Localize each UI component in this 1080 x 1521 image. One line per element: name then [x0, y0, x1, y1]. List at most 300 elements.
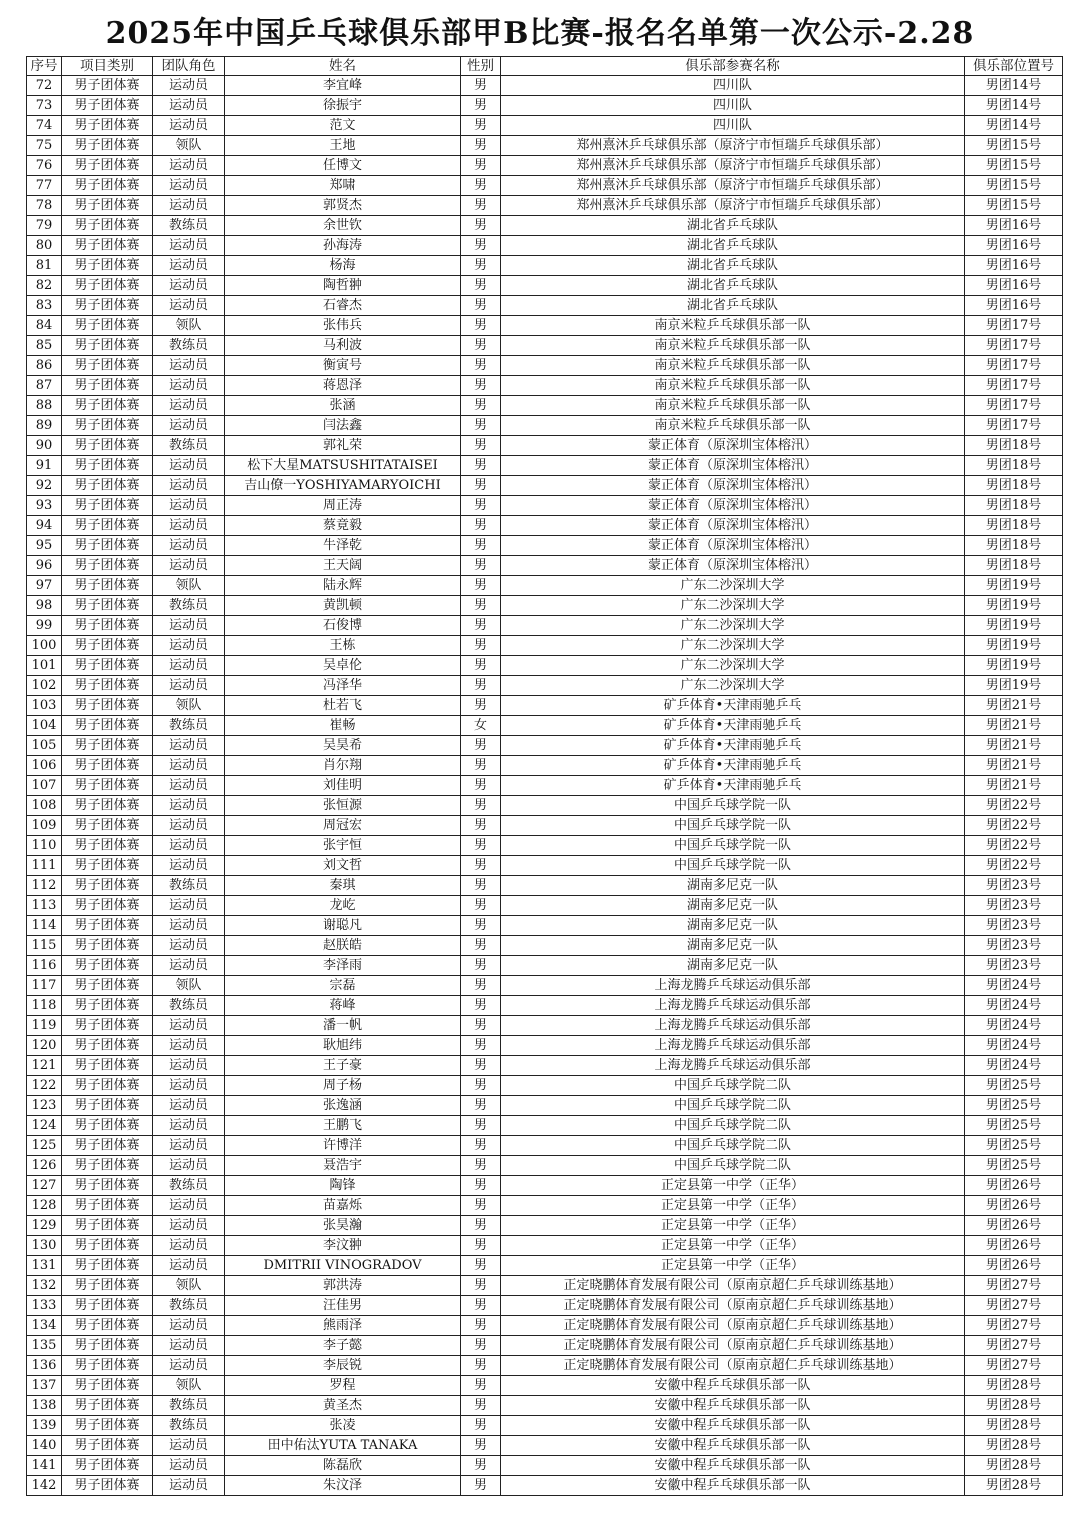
cell-event: 男子团体赛	[62, 836, 153, 856]
cell-role: 运动员	[153, 1356, 225, 1376]
cell-event: 男子团体赛	[62, 1376, 153, 1396]
cell-gender: 男	[461, 1056, 501, 1076]
cell-event: 男子团体赛	[62, 336, 153, 356]
cell-gender: 男	[461, 1196, 501, 1216]
cell-name: 牛泽乾	[225, 536, 461, 556]
cell-name: 郑啸	[225, 176, 461, 196]
cell-role: 运动员	[153, 416, 225, 436]
cell-gender: 男	[461, 976, 501, 996]
table-row	[27, 456, 1063, 476]
cell-event: 男子团体赛	[62, 416, 153, 436]
cell-index: 96	[27, 556, 62, 576]
cell-index: 124	[27, 1116, 62, 1136]
cell-index: 98	[27, 596, 62, 616]
cell-name: 耿旭纬	[225, 1036, 461, 1056]
table-row	[27, 1296, 1063, 1316]
cell-position: 男团23号	[965, 876, 1063, 896]
cell-name: 徐振宇	[225, 96, 461, 116]
cell-role: 运动员	[153, 156, 225, 176]
table-row	[27, 1476, 1063, 1496]
table-row	[27, 476, 1063, 496]
cell-role: 运动员	[153, 1196, 225, 1216]
cell-gender: 女	[461, 716, 501, 736]
cell-club: 湖南多尼克一队	[501, 876, 965, 896]
table-row	[27, 676, 1063, 696]
cell-position: 男团26号	[965, 1176, 1063, 1196]
cell-name: 李汶翀	[225, 1236, 461, 1256]
cell-index: 126	[27, 1156, 62, 1176]
cell-index: 116	[27, 956, 62, 976]
cell-name: 郭礼荣	[225, 436, 461, 456]
table-row	[27, 596, 1063, 616]
cell-role: 运动员	[153, 1216, 225, 1236]
cell-club: 中国乒乓球学院二队	[501, 1116, 965, 1136]
cell-role: 教练员	[153, 336, 225, 356]
cell-event: 男子团体赛	[62, 316, 153, 336]
cell-event: 男子团体赛	[62, 436, 153, 456]
table-row	[27, 896, 1063, 916]
cell-role: 运动员	[153, 236, 225, 256]
cell-index: 84	[27, 316, 62, 336]
cell-index: 141	[27, 1456, 62, 1476]
cell-name: 王天阔	[225, 556, 461, 576]
cell-role: 运动员	[153, 1116, 225, 1136]
cell-name: 蒋恩泽	[225, 376, 461, 396]
cell-club: 中国乒乓球学院一队	[501, 836, 965, 856]
table-row	[27, 656, 1063, 676]
cell-name: 刘文哲	[225, 856, 461, 876]
cell-position: 男团27号	[965, 1356, 1063, 1376]
cell-gender: 男	[461, 1236, 501, 1256]
cell-role: 运动员	[153, 296, 225, 316]
table-row	[27, 196, 1063, 216]
cell-position: 男团24号	[965, 976, 1063, 996]
cell-event: 男子团体赛	[62, 1276, 153, 1296]
cell-gender: 男	[461, 1136, 501, 1156]
cell-position: 男团17号	[965, 336, 1063, 356]
header-position: 俱乐部位置号	[965, 57, 1063, 76]
table-row	[27, 976, 1063, 996]
cell-index: 127	[27, 1176, 62, 1196]
cell-gender: 男	[461, 1216, 501, 1236]
cell-index: 99	[27, 616, 62, 636]
cell-gender: 男	[461, 696, 501, 716]
cell-index: 78	[27, 196, 62, 216]
cell-event: 男子团体赛	[62, 1316, 153, 1336]
cell-index: 140	[27, 1436, 62, 1456]
cell-club: 湖南多尼克一队	[501, 916, 965, 936]
cell-role: 运动员	[153, 776, 225, 796]
cell-event: 男子团体赛	[62, 136, 153, 156]
cell-club: 广东二沙深圳大学	[501, 636, 965, 656]
cell-name: 石睿杰	[225, 296, 461, 316]
cell-club: 郑州熹沐乒乓球俱乐部（原济宁市恒瑞乒乓球俱乐部）	[501, 176, 965, 196]
table-row	[27, 756, 1063, 776]
cell-name: 杜若飞	[225, 696, 461, 716]
cell-index: 75	[27, 136, 62, 156]
cell-name: 赵朕皓	[225, 936, 461, 956]
cell-name: 余世钦	[225, 216, 461, 236]
cell-event: 男子团体赛	[62, 1476, 153, 1496]
cell-name: 马利波	[225, 336, 461, 356]
cell-name: 黄圣杰	[225, 1396, 461, 1416]
cell-position: 男团23号	[965, 936, 1063, 956]
cell-index: 132	[27, 1276, 62, 1296]
table-row	[27, 836, 1063, 856]
cell-event: 男子团体赛	[62, 1156, 153, 1176]
cell-club: 上海龙腾乒乓球运动俱乐部	[501, 1036, 965, 1056]
cell-event: 男子团体赛	[62, 196, 153, 216]
cell-event: 男子团体赛	[62, 456, 153, 476]
cell-event: 男子团体赛	[62, 176, 153, 196]
cell-name: 李泽雨	[225, 956, 461, 976]
cell-gender: 男	[461, 896, 501, 916]
cell-name: 郭贤杰	[225, 196, 461, 216]
cell-name: 蒋峰	[225, 996, 461, 1016]
table-row	[27, 1156, 1063, 1176]
table-row	[27, 996, 1063, 1016]
cell-position: 男团19号	[965, 616, 1063, 636]
cell-event: 男子团体赛	[62, 996, 153, 1016]
table-row	[27, 916, 1063, 936]
cell-role: 运动员	[153, 176, 225, 196]
cell-role: 运动员	[153, 816, 225, 836]
cell-position: 男团17号	[965, 416, 1063, 436]
cell-gender: 男	[461, 676, 501, 696]
cell-name: 张凌	[225, 1416, 461, 1436]
cell-position: 男团26号	[965, 1236, 1063, 1256]
table-row	[27, 176, 1063, 196]
cell-role: 领队	[153, 576, 225, 596]
cell-gender: 男	[461, 616, 501, 636]
cell-event: 男子团体赛	[62, 676, 153, 696]
table-row	[27, 436, 1063, 456]
cell-index: 82	[27, 276, 62, 296]
cell-index: 89	[27, 416, 62, 436]
cell-role: 领队	[153, 316, 225, 336]
cell-position: 男团21号	[965, 736, 1063, 756]
cell-name: 秦琪	[225, 876, 461, 896]
cell-index: 108	[27, 796, 62, 816]
table-row	[27, 956, 1063, 976]
cell-event: 男子团体赛	[62, 896, 153, 916]
cell-position: 男团18号	[965, 556, 1063, 576]
cell-club: 南京米粒乒乓球俱乐部一队	[501, 416, 965, 436]
cell-role: 运动员	[153, 76, 225, 96]
cell-position: 男团17号	[965, 376, 1063, 396]
cell-gender: 男	[461, 1276, 501, 1296]
cell-event: 男子团体赛	[62, 876, 153, 896]
cell-gender: 男	[461, 1296, 501, 1316]
cell-name: 宗磊	[225, 976, 461, 996]
cell-event: 男子团体赛	[62, 1256, 153, 1276]
cell-club: 湖南多尼克一队	[501, 896, 965, 916]
cell-event: 男子团体赛	[62, 656, 153, 676]
cell-name: 田中佑汰YUTA TANAKA	[225, 1436, 461, 1456]
cell-position: 男团24号	[965, 996, 1063, 1016]
cell-index: 138	[27, 1396, 62, 1416]
cell-role: 教练员	[153, 716, 225, 736]
table-row	[27, 1376, 1063, 1396]
cell-club: 广东二沙深圳大学	[501, 576, 965, 596]
cell-gender: 男	[461, 456, 501, 476]
cell-event: 男子团体赛	[62, 516, 153, 536]
cell-event: 男子团体赛	[62, 1036, 153, 1056]
cell-gender: 男	[461, 196, 501, 216]
cell-index: 97	[27, 576, 62, 596]
cell-club: 四川队	[501, 96, 965, 116]
cell-role: 教练员	[153, 876, 225, 896]
cell-position: 男团18号	[965, 456, 1063, 476]
cell-name: 汪佳男	[225, 1296, 461, 1316]
cell-name: 石俊博	[225, 616, 461, 636]
table-row	[27, 1036, 1063, 1056]
cell-event: 男子团体赛	[62, 1076, 153, 1096]
table-row	[27, 876, 1063, 896]
cell-role: 运动员	[153, 1236, 225, 1256]
cell-index: 94	[27, 516, 62, 536]
cell-index: 111	[27, 856, 62, 876]
cell-event: 男子团体赛	[62, 96, 153, 116]
cell-position: 男团23号	[965, 916, 1063, 936]
cell-position: 男团21号	[965, 776, 1063, 796]
cell-index: 131	[27, 1256, 62, 1276]
cell-position: 男团28号	[965, 1376, 1063, 1396]
cell-event: 男子团体赛	[62, 1116, 153, 1136]
cell-event: 男子团体赛	[62, 496, 153, 516]
table-row	[27, 1236, 1063, 1256]
cell-position: 男团24号	[965, 1036, 1063, 1056]
cell-index: 110	[27, 836, 62, 856]
cell-name: 肖尔翔	[225, 756, 461, 776]
cell-role: 教练员	[153, 1416, 225, 1436]
cell-position: 男团19号	[965, 656, 1063, 676]
header-index: 序号	[27, 57, 62, 76]
cell-gender: 男	[461, 356, 501, 376]
cell-role: 运动员	[153, 376, 225, 396]
cell-position: 男团21号	[965, 696, 1063, 716]
cell-position: 男团14号	[965, 116, 1063, 136]
cell-role: 运动员	[153, 1036, 225, 1056]
cell-name: 杨海	[225, 256, 461, 276]
cell-club: 上海龙腾乒乓球运动俱乐部	[501, 1056, 965, 1076]
table-row	[27, 396, 1063, 416]
cell-club: 中国乒乓球学院一队	[501, 856, 965, 876]
cell-index: 137	[27, 1376, 62, 1396]
cell-role: 运动员	[153, 736, 225, 756]
cell-role: 运动员	[153, 356, 225, 376]
cell-event: 男子团体赛	[62, 856, 153, 876]
cell-gender: 男	[461, 516, 501, 536]
cell-gender: 男	[461, 1156, 501, 1176]
cell-event: 男子团体赛	[62, 156, 153, 176]
table-row	[27, 936, 1063, 956]
cell-gender: 男	[461, 1176, 501, 1196]
cell-index: 134	[27, 1316, 62, 1336]
cell-index: 139	[27, 1416, 62, 1436]
cell-position: 男团25号	[965, 1156, 1063, 1176]
cell-index: 73	[27, 96, 62, 116]
cell-club: 安徽中程乒乓球俱乐部一队	[501, 1396, 965, 1416]
cell-name: 张涵	[225, 396, 461, 416]
table-row	[27, 496, 1063, 516]
cell-position: 男团19号	[965, 676, 1063, 696]
cell-club: 湖北省乒乓球队	[501, 276, 965, 296]
table-row	[27, 1136, 1063, 1156]
cell-position: 男团25号	[965, 1136, 1063, 1156]
cell-index: 128	[27, 1196, 62, 1216]
cell-role: 运动员	[153, 1436, 225, 1456]
cell-position: 男团21号	[965, 756, 1063, 776]
cell-role: 运动员	[153, 256, 225, 276]
cell-club: 矿乒体育•天津雨驰乒乓	[501, 696, 965, 716]
cell-club: 南京米粒乒乓球俱乐部一队	[501, 316, 965, 336]
cell-position: 男团22号	[965, 796, 1063, 816]
cell-gender: 男	[461, 376, 501, 396]
cell-club: 南京米粒乒乓球俱乐部一队	[501, 356, 965, 376]
cell-event: 男子团体赛	[62, 396, 153, 416]
cell-role: 运动员	[153, 456, 225, 476]
cell-role: 领队	[153, 696, 225, 716]
cell-role: 运动员	[153, 496, 225, 516]
cell-event: 男子团体赛	[62, 796, 153, 816]
cell-position: 男团23号	[965, 956, 1063, 976]
cell-role: 运动员	[153, 1476, 225, 1496]
cell-club: 蒙正体育（原深圳宝体榕汛）	[501, 516, 965, 536]
cell-club: 正定县第一中学（正华）	[501, 1236, 965, 1256]
cell-name: 崔畅	[225, 716, 461, 736]
cell-club: 矿乒体育•天津雨驰乒乓	[501, 776, 965, 796]
cell-club: 湖北省乒乓球队	[501, 296, 965, 316]
cell-position: 男团18号	[965, 536, 1063, 556]
cell-position: 男团17号	[965, 356, 1063, 376]
cell-position: 男团15号	[965, 196, 1063, 216]
cell-index: 125	[27, 1136, 62, 1156]
cell-index: 113	[27, 896, 62, 916]
cell-club: 四川队	[501, 76, 965, 96]
cell-gender: 男	[461, 1096, 501, 1116]
cell-gender: 男	[461, 636, 501, 656]
cell-index: 80	[27, 236, 62, 256]
cell-name: 任博文	[225, 156, 461, 176]
cell-position: 男团27号	[965, 1336, 1063, 1356]
cell-role: 运动员	[153, 676, 225, 696]
cell-event: 男子团体赛	[62, 476, 153, 496]
cell-position: 男团28号	[965, 1476, 1063, 1496]
cell-event: 男子团体赛	[62, 636, 153, 656]
cell-gender: 男	[461, 1116, 501, 1136]
cell-club: 南京米粒乒乓球俱乐部一队	[501, 396, 965, 416]
cell-name: DMITRII VINOGRADOV	[225, 1256, 461, 1276]
cell-club: 中国乒乓球学院二队	[501, 1136, 965, 1156]
table-row	[27, 776, 1063, 796]
cell-index: 133	[27, 1296, 62, 1316]
cell-index: 130	[27, 1236, 62, 1256]
cell-event: 男子团体赛	[62, 956, 153, 976]
cell-gender: 男	[461, 476, 501, 496]
cell-gender: 男	[461, 1376, 501, 1396]
cell-gender: 男	[461, 816, 501, 836]
table-row	[27, 636, 1063, 656]
cell-position: 男团15号	[965, 136, 1063, 156]
table-row	[27, 1356, 1063, 1376]
cell-name: 聂浩宇	[225, 1156, 461, 1176]
table-row	[27, 816, 1063, 836]
cell-club: 安徽中程乒乓球俱乐部一队	[501, 1376, 965, 1396]
cell-club: 正定晓鹏体育发展有限公司（原南京超仁乒乓球训练基地）	[501, 1316, 965, 1336]
cell-club: 郑州熹沐乒乓球俱乐部（原济宁市恒瑞乒乓球俱乐部）	[501, 196, 965, 216]
cell-club: 安徽中程乒乓球俱乐部一队	[501, 1456, 965, 1476]
cell-position: 男团19号	[965, 636, 1063, 656]
cell-name: 周正涛	[225, 496, 461, 516]
cell-club: 上海龙腾乒乓球运动俱乐部	[501, 976, 965, 996]
cell-position: 男团18号	[965, 516, 1063, 536]
cell-gender: 男	[461, 836, 501, 856]
cell-role: 运动员	[153, 1076, 225, 1096]
table-row	[27, 156, 1063, 176]
cell-gender: 男	[461, 176, 501, 196]
cell-index: 107	[27, 776, 62, 796]
cell-index: 91	[27, 456, 62, 476]
cell-name: 刘佳明	[225, 776, 461, 796]
cell-index: 120	[27, 1036, 62, 1056]
cell-index: 90	[27, 436, 62, 456]
cell-club: 正定晓鹏体育发展有限公司（原南京超仁乒乓球训练基地）	[501, 1356, 965, 1376]
table-row	[27, 356, 1063, 376]
cell-index: 142	[27, 1476, 62, 1496]
cell-club: 正定县第一中学（正华）	[501, 1216, 965, 1236]
cell-position: 男团26号	[965, 1216, 1063, 1236]
cell-gender: 男	[461, 956, 501, 976]
cell-position: 男团16号	[965, 236, 1063, 256]
cell-position: 男团22号	[965, 816, 1063, 836]
cell-index: 104	[27, 716, 62, 736]
cell-gender: 男	[461, 156, 501, 176]
cell-index: 81	[27, 256, 62, 276]
cell-name: 松下大星MATSUSHITATAISEI	[225, 456, 461, 476]
cell-gender: 男	[461, 1256, 501, 1276]
cell-club: 正定晓鹏体育发展有限公司（原南京超仁乒乓球训练基地）	[501, 1296, 965, 1316]
cell-club: 中国乒乓球学院二队	[501, 1096, 965, 1116]
table-row	[27, 1256, 1063, 1276]
cell-name: 谢聪凡	[225, 916, 461, 936]
cell-event: 男子团体赛	[62, 116, 153, 136]
cell-role: 运动员	[153, 896, 225, 916]
cell-index: 86	[27, 356, 62, 376]
cell-role: 教练员	[153, 1396, 225, 1416]
cell-club: 中国乒乓球学院一队	[501, 796, 965, 816]
cell-club: 中国乒乓球学院二队	[501, 1156, 965, 1176]
cell-name: 衡寅号	[225, 356, 461, 376]
table-body	[27, 76, 1063, 1496]
cell-role: 领队	[153, 976, 225, 996]
cell-event: 男子团体赛	[62, 1336, 153, 1356]
cell-gender: 男	[461, 1316, 501, 1336]
cell-event: 男子团体赛	[62, 696, 153, 716]
cell-club: 矿乒体育•天津雨驰乒乓	[501, 716, 965, 736]
cell-index: 105	[27, 736, 62, 756]
cell-index: 72	[27, 76, 62, 96]
cell-role: 运动员	[153, 1456, 225, 1476]
cell-name: 许博洋	[225, 1136, 461, 1156]
cell-club: 广东二沙深圳大学	[501, 616, 965, 636]
table-row	[27, 536, 1063, 556]
table-row	[27, 96, 1063, 116]
cell-name: 潘一帆	[225, 1016, 461, 1036]
cell-gender: 男	[461, 1456, 501, 1476]
cell-role: 教练员	[153, 1296, 225, 1316]
cell-event: 男子团体赛	[62, 1396, 153, 1416]
